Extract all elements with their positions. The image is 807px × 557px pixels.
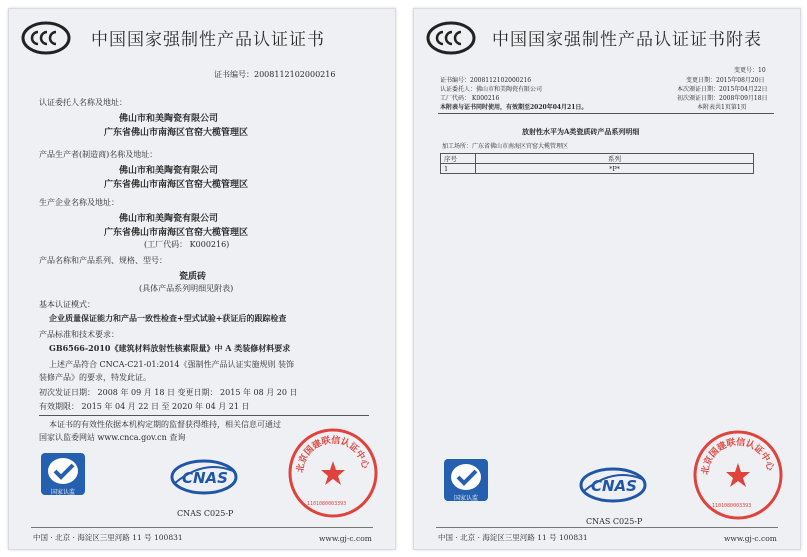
table-row [441,164,754,174]
footer-divider [31,527,373,528]
certificate-page [8,8,396,550]
ccc-logo-icon [21,21,71,55]
red-seal [287,427,379,519]
cnas-logo-text: CNAS [591,477,637,495]
conformity-line-2: 装修产品》的要求，特发此证。 [39,373,151,382]
seal-text: 北京国建联信认证中心 [295,435,370,474]
svg-text:北京国建联信认证中心有限公司 [287,427,372,473]
conformity-line-1: 上述产品符合 CNCA-C21-01:2014《强制性产品认证实施规则 装饰 [49,360,295,369]
manufacturer-address: 广东省佛山市南海区官窑大榄管理区 [104,180,249,190]
cnca-accreditation-logo [440,455,492,505]
page-title: 中国国家强制性产品认证证书 [91,30,325,50]
first-issue-date: 初次颁证日期：2008年09月18日 [677,95,768,102]
col-no-header: 序号 [441,154,476,164]
change-date: 变更日期：2015年08月20日 [686,77,765,84]
attachment-page [413,8,801,550]
footer-website: www.gj-c.com [319,534,372,543]
table-title: 放射性水平为A类瓷质砖产品系列明细 [522,127,640,136]
accreditation-logo-text: 国家认监 [454,495,479,502]
col-series-header: 系列 [476,154,754,164]
validity-period: 有效期限： 2015 年 04 月 22 日 至 2020 年 04 月 21 日 [39,402,250,411]
product-name: 瓷质砖 [179,272,207,282]
holder: 认证委托人：佛山市和美陶瓷有限公司 [440,86,543,93]
cnas-logo-text: CNAS [182,469,228,487]
divider [39,415,369,416]
validity-note-1: 本证书的有效性依据本机构定期的监督获得维持，相关信息可通过 [49,420,281,429]
manufacturer-label: 产品生产者(制造商)名称及地址： [39,150,158,159]
footer-address: 中国 · 北京 · 海淀区三里河路 11 号 100831 [33,533,183,542]
row-series: *P* [476,164,754,174]
row-no: 1 [441,164,476,174]
standard-text: GB6566-2010《建筑材料放射性核素限量》中 A 类装修材料要求 [49,343,291,353]
mode-label: 基本认证模式： [39,300,95,309]
cnas-logo [578,465,648,505]
red-seal-icon [287,427,379,519]
certificate-number: 证书编号：2008112102000216 [440,77,532,84]
factory-label: 生产企业名称及地址： [39,198,119,207]
factory-code: 工厂代码： K000216 [440,95,500,102]
issue-date: 本次颁证日期：2015年04月22日 [677,86,768,93]
cnca-accreditation-logo [37,449,89,499]
certificate-number: 证书编号：2008112102000216 [214,70,336,79]
divider [438,113,774,114]
product-note: (具体产品系列明细见附表) [139,284,234,293]
red-seal [692,429,784,521]
validity-note: 本附表与证书同时使用，有效期至2020年04月21日。 [440,104,588,111]
applicant-name: 佛山市和美陶瓷有限公司 [119,114,219,124]
svg-text:北京国建联信认证中心有限公司 [692,429,777,475]
manufacturer-name: 佛山市和美陶瓷有限公司 [119,166,219,176]
seal-text: 北京国建联信认证中心 [700,437,775,476]
issue-dates: 初次发证日期： 2008 年 09 月 18 日 变更日期： 2015 年 08 月 20 日 [39,388,298,397]
footer-divider [436,527,778,528]
standard-label: 产品标准和技术要求： [39,330,119,339]
mode-text: 企业质量保证能力和产品一致性检查+型式试验+获证后的跟踪检查 [49,313,287,323]
applicant-address: 广东省佛山市南海区官窑大榄管理区 [104,128,249,138]
product-label: 产品名称和产品系列、规格、型号： [39,256,167,265]
table-header-row [441,154,754,164]
factory-code: (工厂代码： K000216) [144,240,230,249]
validity-note-2: 国家认监委网站 www.cnca.gov.cn 查询 [39,433,186,442]
factory-address: 广东省佛山市南海区官窑大榄管理区 [104,228,249,238]
change-number: 变更号：10 [734,67,766,74]
cnas-logo [169,457,239,497]
applicant-label: 认证委托人名称及地址： [39,98,127,107]
processing-place: 加工场所：广东省佛山市南海区官窑大榄管理区 [442,143,569,150]
accreditation-logo-text: 国家认监 [51,489,76,496]
page-count: 本附表共1页第1页 [697,104,747,111]
seal-number: 1101080003393 [712,503,752,509]
page-title: 中国国家强制性产品认证证书附表 [492,30,762,50]
red-seal-icon [692,429,784,521]
cnas-code: CNAS C025-P [177,509,234,518]
series-table [440,153,754,174]
factory-name: 佛山市和美陶瓷有限公司 [119,214,219,224]
cnas-code: CNAS C025-P [586,517,643,526]
ccc-logo-icon [426,21,476,55]
seal-number: 1101080003393 [307,501,347,507]
footer-address: 中国 · 北京 · 海淀区三里河路 11 号 100831 [438,533,588,542]
footer-website: www.gj-c.com [724,534,777,543]
